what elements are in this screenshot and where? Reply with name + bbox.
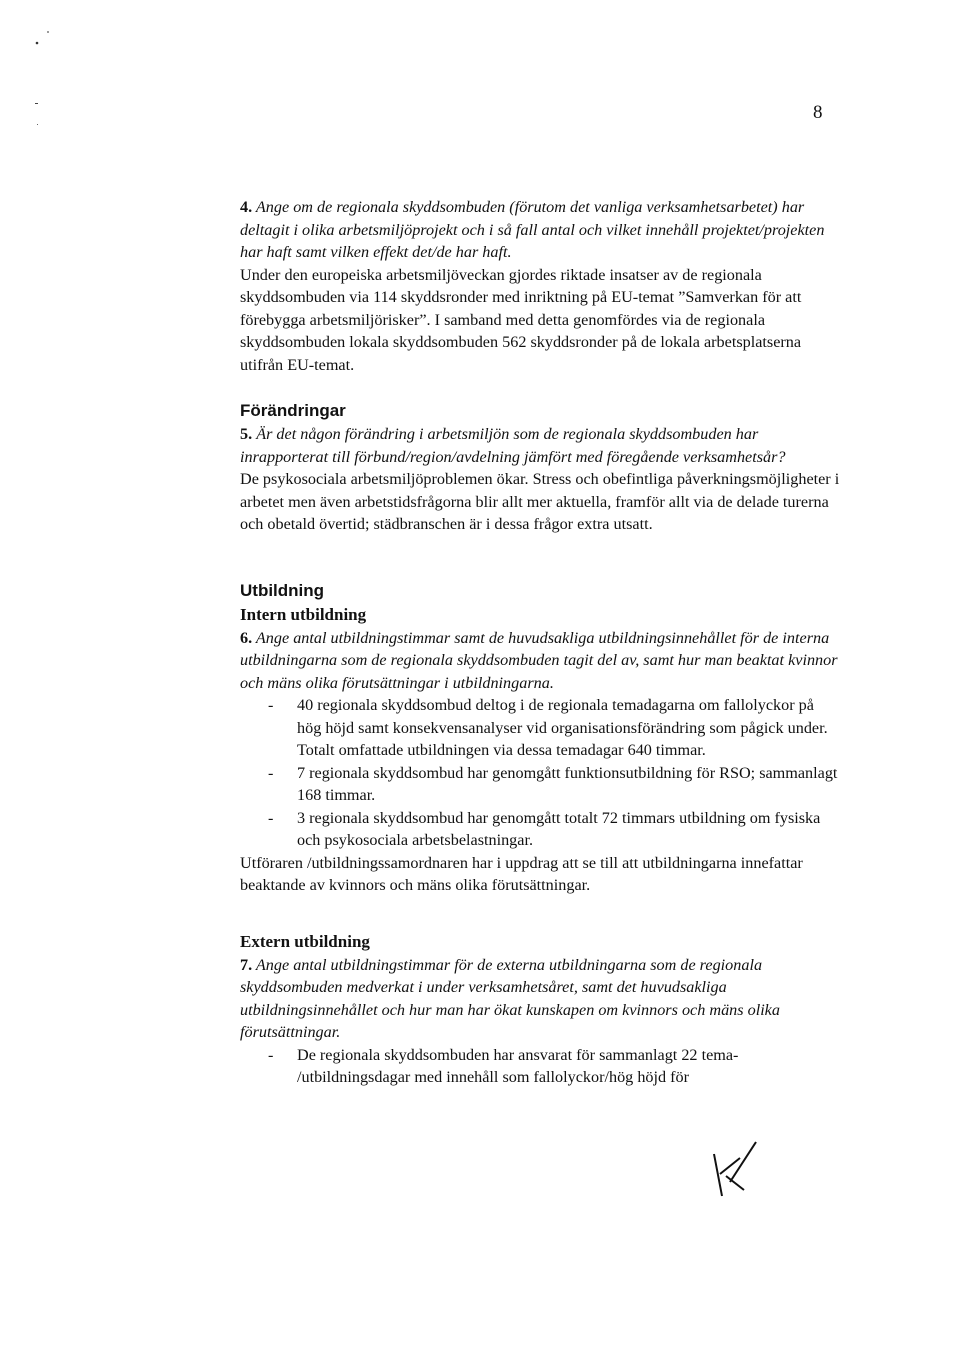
subheading-internal-education: Intern utbildning — [240, 604, 367, 624]
section-heading-education: Utbildning — [240, 580, 325, 600]
question-4 — [240, 196, 840, 264]
page-number: 8 — [813, 102, 823, 123]
question-6 — [240, 627, 840, 695]
handwritten-initials — [700, 1138, 770, 1198]
question-text: Är det någon förändring i arbetsmiljön som de regionala skyddsombuden har inrapporterat till förbund/region/avdelning jämfört med föregående verksamhetsår? — [240, 425, 786, 466]
scan-marks — [0, 0, 120, 140]
question-5 — [240, 423, 840, 468]
section-heading-changes: Förändringar — [240, 401, 346, 420]
question-text: Ange om de regionala skyddsombuden (förutom det vanliga verksamhetsarbetet) har deltagit i olika arbetsmiljöprojekt och i så fall antal och vilket innehåll projektet/projekten har haft samt vilken effekt det/de har haft. — [240, 198, 825, 261]
question-number: 6. — [240, 628, 253, 647]
question-number: 4. — [240, 198, 253, 216]
scan-speck — [47, 31, 49, 33]
list-item: - 7 regionala skyddsombud har genomgått funktionsutbildning för RSO; sammanlagt 168 timmar. — [240, 762, 840, 807]
scan-speck — [36, 42, 39, 45]
answer-6-closing: Utföraren /utbildningssamordnaren har i uppdrag att se till att utbildningarna innefattar beaktande av kvinnors och mäns olika förutsättningar. — [240, 853, 803, 894]
answer-7-list — [240, 1044, 840, 1089]
list-item: - De regionala skyddsombuden har ansvarat för sammanlagt 22 tema- /utbildningsdagar med innehåll som fallolyckor/hög höjd för — [240, 1044, 840, 1089]
answer-4: Under den europeiska arbetsmiljöveckan gjordes riktade insatser av de regionala skyddsombuden via 114 skyddsronder med inriktning på EU-temat ”Samverkan för att förebygga arbetsmiljörisker”. I samband med detta genomfördes via de regionala skyddsombuden lokala skyddsombuden 562 skyddsronder på de lokala arbetsplatserna utifrån EU-temat. — [240, 265, 802, 374]
list-item: - 3 regionala skyddsombud har genomgått totalt 72 timmars utbildning om fysiska och psykosociala arbetsbelastningar. — [240, 807, 840, 852]
document-body — [240, 196, 840, 1089]
question-number: 7. — [240, 955, 253, 974]
answer-5: De psykosociala arbetsmiljöproblemen ökar. Stress och obefintliga påverkningsmöjligheter i arbetet men även arbetstidsfrågorna blir allt mer aktuella, framför allt via de delade turerna och obetald övertid; städbranschen är i dessa frågor extra utsatt. — [240, 470, 840, 533]
question-text: Ange antal utbildningstimmar samt de huvudsakliga utbildningsinnehållet för de interna utbildningarna som de regionala skyddsombuden tagit del av, samt hur man beaktat kvinnor och mäns olika förutsättningar i utbildningarna. — [240, 628, 838, 692]
subheading-external-education: Extern utbildning — [240, 931, 370, 951]
scan-speck — [37, 124, 38, 125]
question-text: Ange antal utbildningstimmar för de externa utbildningarna som de regionala skyddsombuden medverkat i under verksamhetsåret, samt det huvudsakliga utbildningsinnehållet och hur man har ökat kunskapen om kvinnors och mäns olika förutsättningar. — [240, 955, 780, 1041]
question-number: 5. — [240, 425, 253, 443]
answer-6-list — [240, 694, 840, 852]
question-7 — [240, 954, 840, 1044]
list-item: - 40 regionala skyddsombud deltog i de regionala temadagarna om fallolyckor på hög höjd samt konsekvensanalyser vid organisationsförändring som pågick under. Totalt omfattade utbildningen via dessa temadagar 640 timmar. — [240, 694, 840, 762]
scan-speck — [35, 103, 38, 104]
